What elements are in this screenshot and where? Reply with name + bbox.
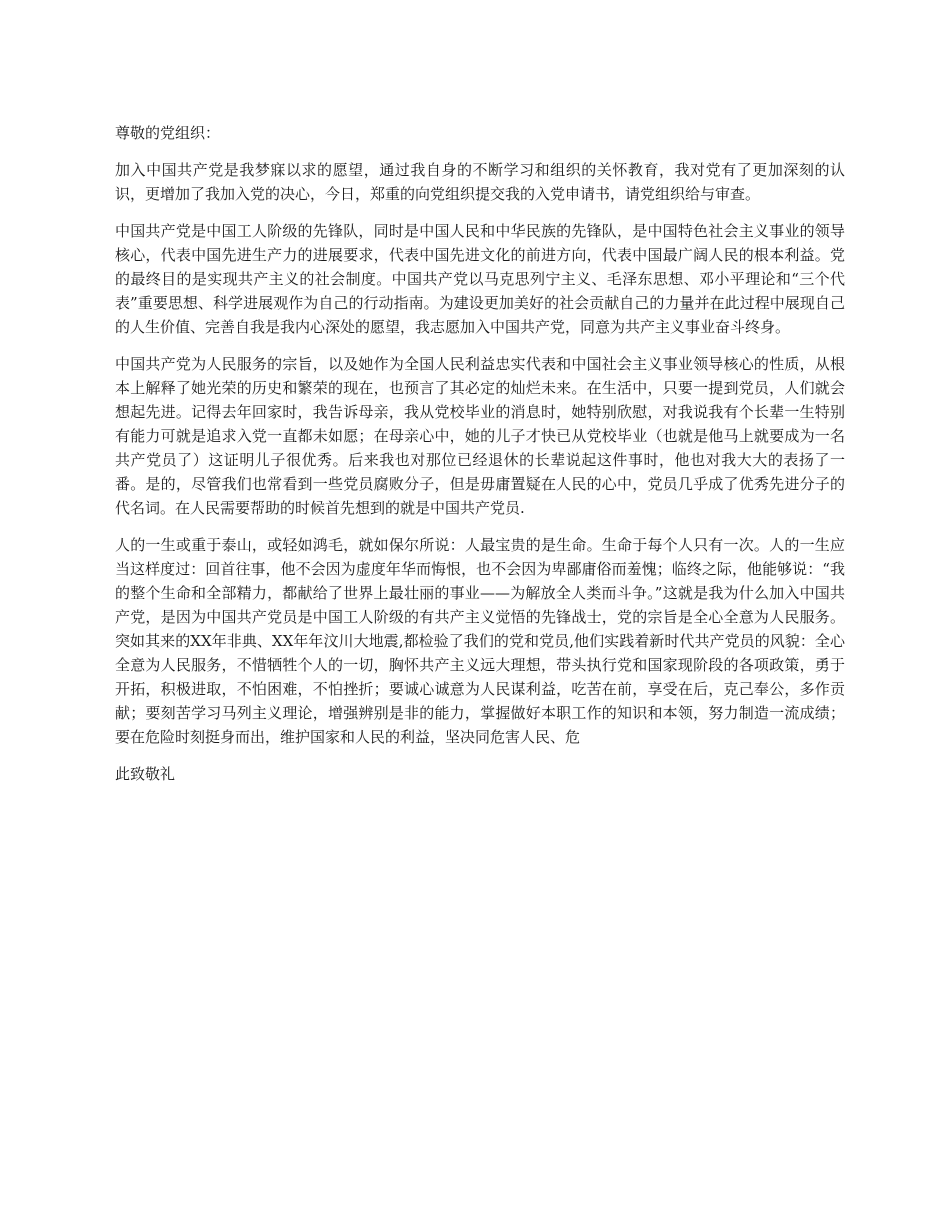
paragraph-3: 中国共产党为人民服务的宗旨，以及她作为全国人民利益忠实代表和中国社会主义事业领导核心的性质，从根本上解释了她光荣的历史和繁荣的现在，也预言了其必定的灿烂未来。在生活中，只要一提到党员，人们就会想起先进。记得去年回家时，我告诉母亲，我从党校毕业的消息时，她特别欣慰，对我说我有个长辈一生特别有能力可就是追求入党一直都未如愿；在母亲心中，她的儿子才快已从党校毕业（也就是他马上就要成为一名共产党员了）这证明儿子很优秀。后来我也对那位已经退休的长辈说起这件事时，他也对我大大的表扬了一番。是的，尽管我们也常看到一些党员腐败分子，但是毋庸置疑在人民的心中，党员几乎成了优秀先进分子的代名词。在人民需要帮助的时候首先想到的就是中国共产党员. <box>115 355 845 517</box>
paragraph-2: 中国共产党是中国工人阶级的先锋队，同时是中国人民和中华民族的先锋队，是中国特色社会主义事业的领导核心，代表中国先进生产力的进展要求，代表中国先进文化的前进方向，代表中国最广阔人民的根本利益。党的最终目的是实现共产主义的社会制度。中国共产党以马克思列宁主义、毛泽东思想、邓小平理论和“三个代表”重要思想、科学进展观作为自己的行动指南。为建设更加美好的社会贡献自己的力量并在此过程中展现自己的人生价值、完善自我是我内心深处的愿望，我志愿加入中国共产党，同意为共产主义事业奋斗终身。 <box>115 222 845 336</box>
salutation: 尊敬的党组织： <box>115 124 221 142</box>
paragraph-4: 人的一生或重于泰山，或轻如鸿毛，就如保尔所说：人最宝贵的是生命。生命于每个人只有一次。人的一生应当这样度过：回首往事，他不会因为虚度年华而悔恨，也不会因为卑鄙庸俗而羞愧；临终之际，他能够说：“我的整个生命和全部精力，都献给了世界上最壮丽的事业——为解放全人类而斗争。”这就是我为什么加入中国共产党，是因为中国共产党员是中国工人阶级的有共产主义觉悟的先锋战士，党的宗旨是全心全意为人民服务。突如其来的XX年非典、XX年年汶川大地震,都检验了我们的党和党员,他们实践着新时代共产党员的风貌：全心全意为人民服务，不惜牺牲个人的一切，胸怀共产主义远大理想，带头执行党和国家现阶段的各项政策，勇于开拓，积极进取，不怕困难，不怕挫折；要诚心诚意为人民谋利益，吃苦在前，享受在后，克己奉公，多作贡献；要刻苦学习马列主义理论，增强辨别是非的能力，掌握做好本职工作的知识和本领，努力制造一流成绩；要在危险时刻挺身而出，维护国家和人民的利益，坚决同危害人民、危 <box>115 536 845 746</box>
paragraph-1: 加入中国共产党是我梦寐以求的愿望，通过我自身的不断学习和组织的关怀教育，我对党有了更加深刻的认识，更增加了我加入党的决心，今日，郑重的向党组织提交我的入党申请书，请党组织给与审查。 <box>115 161 845 203</box>
closing: 此致敬礼 <box>115 765 176 783</box>
letter-body <box>115 121 845 799</box>
